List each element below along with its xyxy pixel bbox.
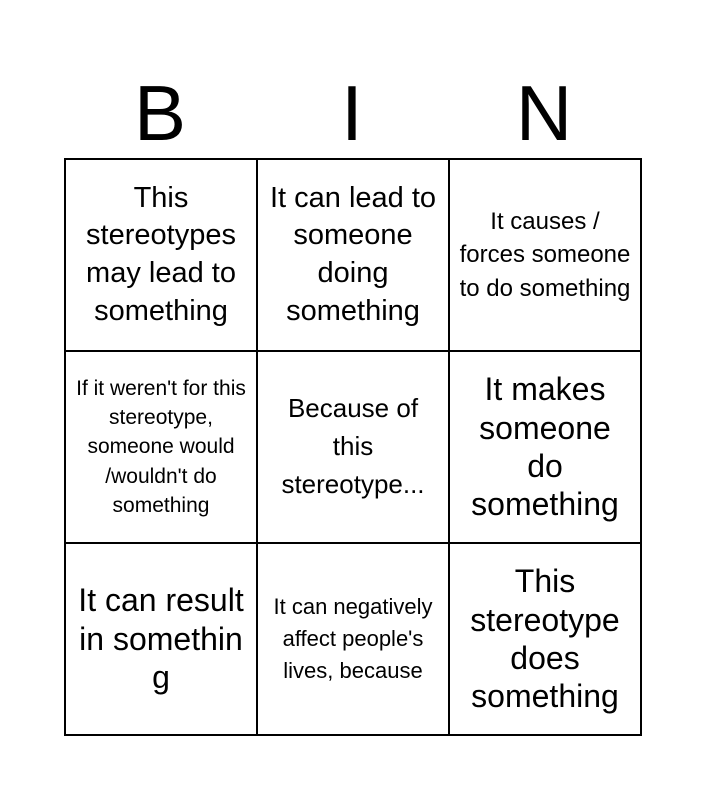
bingo-cell-text: Because of this stereotype... <box>281 393 425 499</box>
bingo-grid <box>64 158 642 736</box>
bingo-cell-r3c3[interactable] <box>450 544 642 736</box>
bingo-cell-text: It can result in somethin g <box>78 582 244 696</box>
bingo-cell-text: If it weren't for this stereotype, someone would /wouldn't do something <box>76 376 246 518</box>
bingo-header <box>64 68 640 158</box>
bingo-cell-text: This stereotype does something <box>470 563 620 715</box>
bingo-cell-text: It can lead to someone doing something <box>269 181 437 327</box>
bingo-cell-r3c1[interactable] <box>66 544 258 736</box>
bingo-cell-r2c3[interactable] <box>450 352 642 544</box>
bingo-cell-r1c3[interactable] <box>450 160 642 352</box>
bingo-cell-r2c2[interactable] <box>258 352 450 544</box>
bingo-cell-r1c1[interactable] <box>66 160 258 352</box>
bingo-cell-r1c2[interactable] <box>258 160 450 352</box>
bingo-cell-text: It can negatively affect people's lives, because <box>273 594 433 683</box>
header-letter-b: B <box>133 69 187 157</box>
header-letter-i: I <box>341 69 363 157</box>
bingo-cell-text: It makes someone do something <box>471 371 619 523</box>
bingo-cell-r2c1[interactable] <box>66 352 258 544</box>
bingo-cell-text: It causes / forces someone to do something <box>459 207 631 302</box>
bingo-cell-r3c2[interactable] <box>258 544 450 736</box>
header-letter-n: N <box>515 69 573 157</box>
bingo-cell-text: This stereotypes may lead to something <box>86 181 236 327</box>
